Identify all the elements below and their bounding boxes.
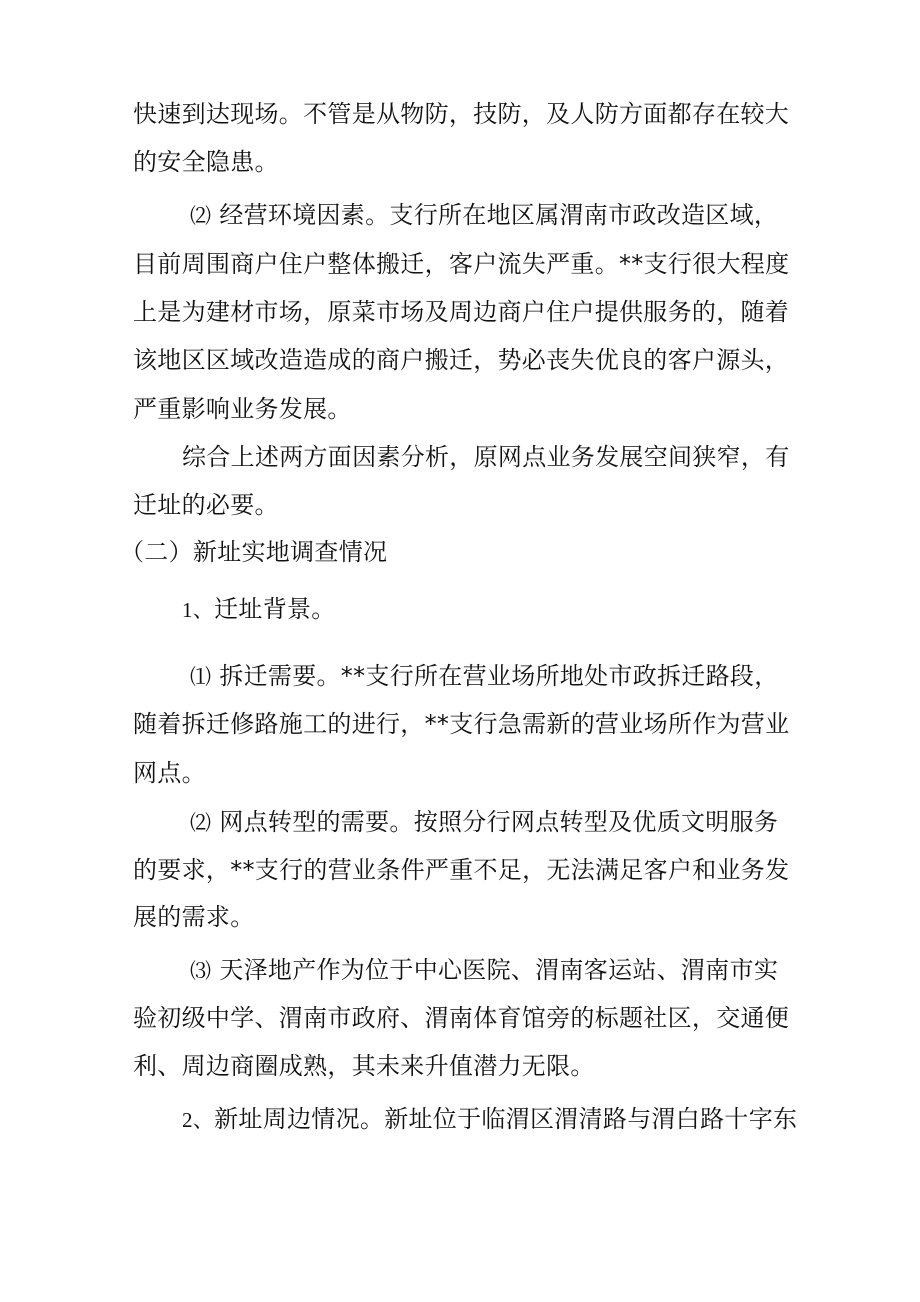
section-heading: （二）新址实地调查情况 — [120, 538, 388, 566]
paragraph-line: 展的需求。 — [133, 903, 255, 931]
paragraph-line: 上是为建材市场，原菜市场及周边商户住户提供服务的，随着 — [133, 298, 790, 326]
list-marker: 1、 — [182, 598, 215, 622]
paragraph-line: 严重影响业务发展。 — [133, 395, 352, 423]
paragraph-line — [182, 1104, 797, 1135]
paragraph-line: 目前周围商户住户整体搬迁，客户流失严重。**支行很大程度 — [133, 250, 790, 278]
line-text: 经营环境因素。支行所在地区属渭南市政改造区域， — [219, 201, 779, 229]
paragraph-line: 随着拆迁修路施工的进行，**支行急需新的营业场所作为营业 — [133, 710, 790, 738]
list-marker: ⑶ — [190, 959, 212, 983]
subsection-heading — [182, 594, 336, 625]
line-text: 天泽地产作为位于中心医院、渭南客运站、渭南市实 — [219, 956, 779, 984]
paragraph-line — [190, 661, 779, 692]
paragraph-line: 验初级中学、渭南市政府、渭南体育馆旁的标题社区，交通便 — [133, 1004, 790, 1032]
paragraph-line: 迁址的必要。 — [133, 491, 279, 519]
paragraph-line — [190, 955, 778, 986]
paragraph-line: 的要求，**支行的营业条件严重不足，无法满足客户和业务发 — [133, 856, 790, 884]
line-text: 拆迁需要。**支行所在营业场所地处市政拆迁路段， — [219, 662, 779, 690]
paragraph-line — [190, 807, 778, 838]
paragraph-line: 快速到达现场。不管是从物防，技防，及人防方面都存在较大 — [133, 100, 790, 128]
line-text: 网点转型的需要。按照分行网点转型及优质文明服务 — [219, 808, 779, 836]
list-marker: ⑵ — [190, 204, 212, 228]
list-marker: ⑵ — [190, 811, 212, 835]
list-marker: ⑴ — [190, 665, 212, 689]
paragraph-line: 网点。 — [133, 759, 206, 787]
paragraph-line — [190, 200, 778, 231]
line-text: 迁址背景。 — [214, 595, 336, 623]
line-text: 新址周边情况。新址位于临渭区渭清路与渭白路十字东 — [214, 1105, 798, 1133]
paragraph-line: 综合上述两方面因素分析，原网点业务发展空间狭窄，有 — [182, 443, 790, 471]
paragraph-line: 利、周边商圈成熟，其未来升值潜力无限。 — [133, 1052, 595, 1080]
list-marker: 2、 — [182, 1108, 215, 1132]
paragraph-line: 的安全隐患。 — [133, 148, 279, 176]
paragraph-line: 该地区区域改造造成的商户搬迁，势必丧失优良的客户源头， — [133, 346, 790, 374]
